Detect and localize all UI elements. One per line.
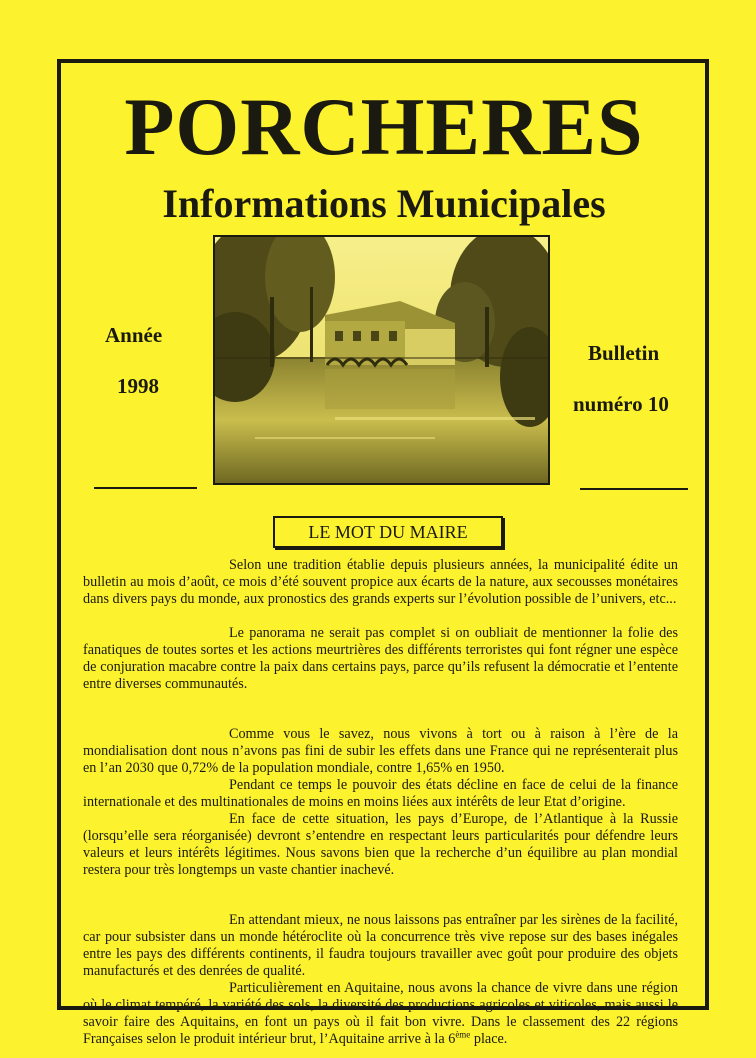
photo-icon bbox=[215, 237, 548, 483]
paragraph: En attendant mieux, ne nous laissons pas entraîner par les sirènes de la facilité, car pour subsister dans un monde hétéroclite où la concurrence très vive repose sur des bases inégales entre les pays des différents continents, il faudra toujours travailler avec goût pour produire des objets manufacturés et des denrées de qualité. bbox=[83, 912, 678, 979]
paragraph-last bbox=[83, 980, 678, 1048]
paragraph: Pendant ce temps le pouvoir des états décline en face de celui de la finance internationale et des multinationales de moins en moins liées aux intérêts de leur Etat d’origine. bbox=[83, 777, 678, 810]
bulletin-label: Bulletin bbox=[588, 341, 660, 365]
numero-label: numéro 10 bbox=[573, 392, 669, 416]
rank-tail: place. bbox=[473, 1031, 508, 1047]
annee-label: Année bbox=[105, 323, 163, 347]
masthead-title: PORCHERES bbox=[124, 81, 644, 172]
annee-value: 1998 bbox=[117, 374, 159, 398]
rank-value: 6 bbox=[448, 1031, 456, 1047]
masthead-subtitle: Informations Municipales bbox=[162, 181, 606, 226]
section-title: LE MOT DU MAIRE bbox=[273, 516, 503, 548]
paragraph-last-text: Particulièrement en Aquitaine, nous avons la chance de vivre dans une région où le climat tempéré, la variété des sols, la diversité des productions agricoles et viticoles, mais aussi le savoir faire des Aquitains, en font un pays où il fait bon vivre. Dans le classement des 22 régions Françaises selon le produit intérieur brut, l’Aquitaine arrive à la bbox=[83, 980, 678, 1047]
paragraph: Comme vous le savez, nous vivons à tort ou à raison à l’ère de la mondialisation dont nous n’avons pas fini de subir les effets dans une France qui ne représenterait plus en l’an 2030 que 0,72% de la population mondiale, contre 1,65% en 1950. bbox=[83, 726, 678, 776]
riverside-mill-photo bbox=[213, 235, 550, 485]
right-rule bbox=[580, 488, 688, 490]
rank-suffix: ème bbox=[455, 1029, 471, 1040]
left-rule bbox=[94, 487, 197, 489]
paragraph: Selon une tradition établie depuis plusieurs années, la municipalité édite un bulletin au mois d’août, ce mois d’été souvent propice aux écarts de la nature, aux secousses monétaires dans divers pays du monde, aux pronostics des grands experts sur l’évolution possible de l’univers, etc... bbox=[83, 557, 678, 607]
paragraph: En face de cette situation, les pays d’Europe, de l’Atlantique à la Russie (lorsqu’elle sera réorganisée) devront s’entendre en respectant leurs particularités pour défendre leurs valeurs et leurs intérêts légitimes. Nous savons bien que la recherche d’un équilibre au plan mondial restera pour très longtemps un vaste chantier inachevé. bbox=[83, 811, 678, 878]
editorial-text bbox=[83, 557, 678, 1048]
paragraph: Le panorama ne serait pas complet si on oubliait de mentionner la folie des fanatiques de toutes sortes et les actions meurtrières des différents terroristes qui font régner une espèce de conjuration macabre contre la paix dans certains pays, parce qu’ils refusent la démocratie et l’entente entre diverses communautés. bbox=[83, 625, 678, 692]
